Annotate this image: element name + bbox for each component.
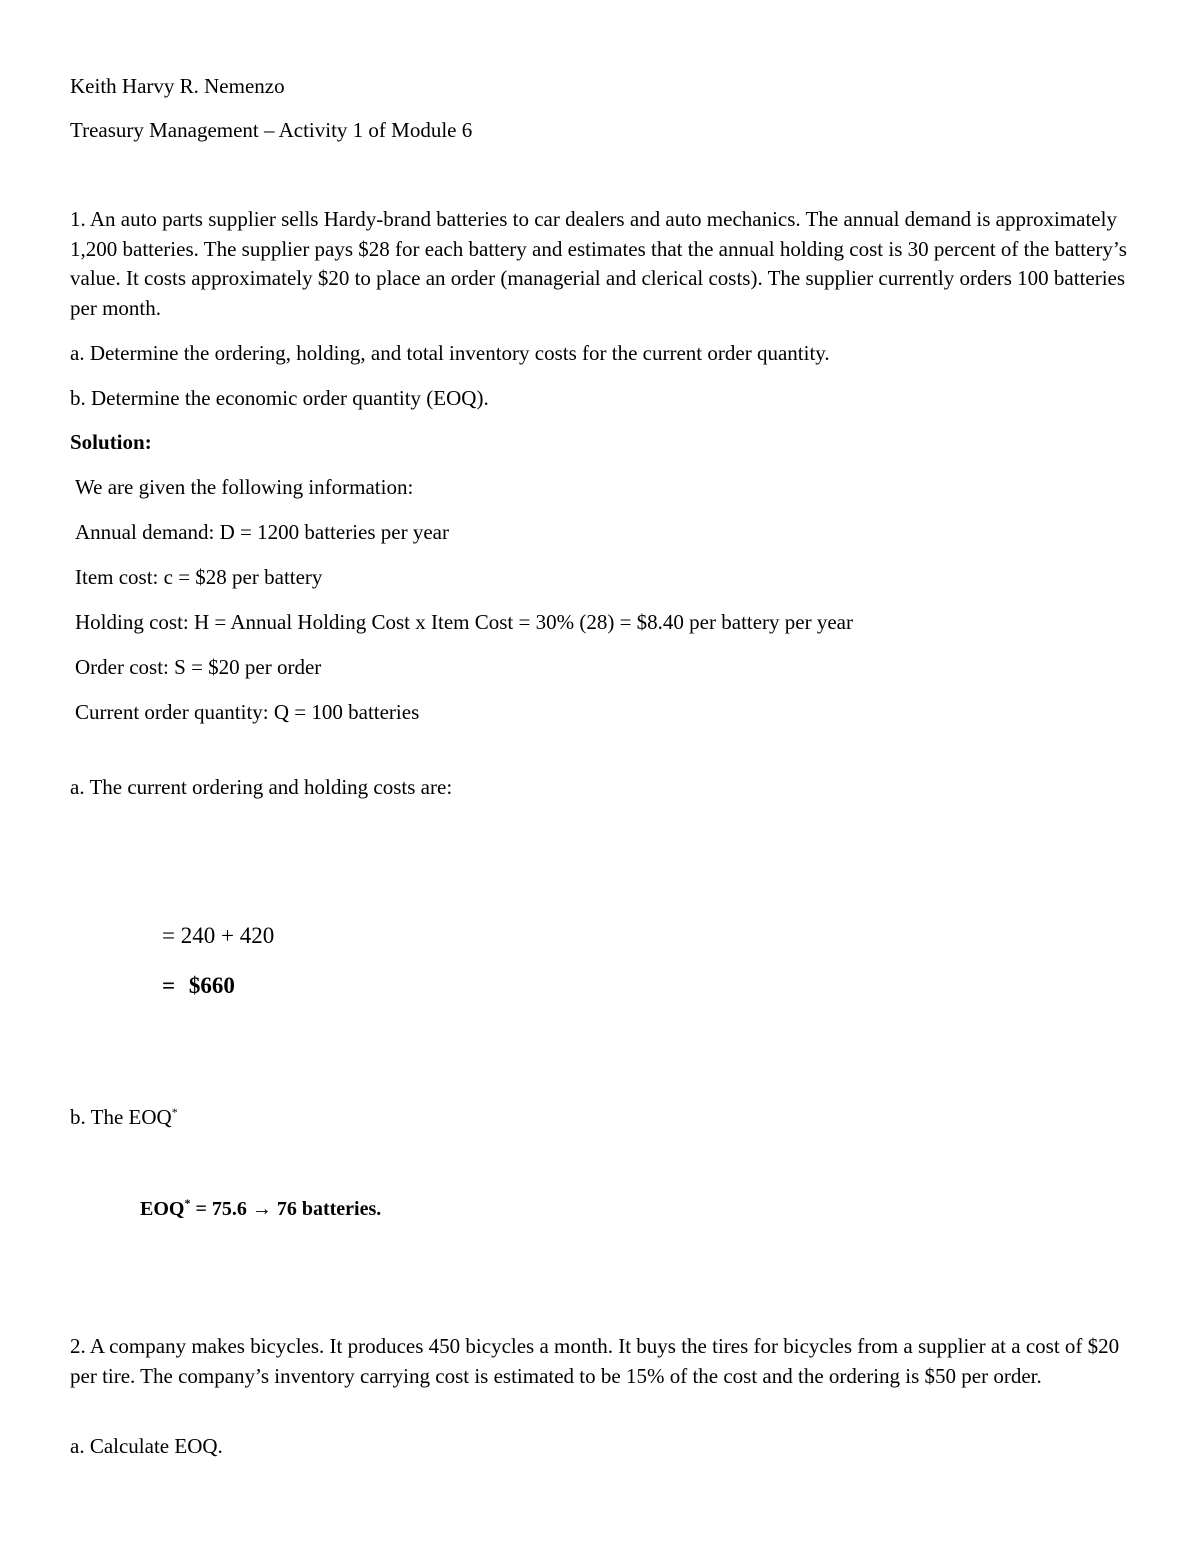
- given-order-quantity: Current order quantity: Q = 100 batteries: [75, 700, 420, 724]
- answer-a-intro: a. The current ordering and holding costs are:: [70, 775, 453, 799]
- eoq-label: EOQ: [140, 1198, 185, 1220]
- problem-1-part-b: b. Determine the economic order quantity (EOQ).: [70, 386, 489, 410]
- eoq-result: [140, 1194, 381, 1224]
- given-annual-demand: Annual demand: D = 1200 batteries per year: [75, 520, 449, 544]
- answer-b-intro-text: b. The EOQ: [70, 1105, 172, 1129]
- course-title: Treasury Management – Activity 1 of Module 6: [70, 118, 473, 142]
- answer-a-total: $660: [188, 973, 235, 998]
- answer-a-total-line: [162, 971, 235, 1001]
- solution-label: Solution:: [70, 430, 152, 454]
- given-item-cost: Item cost: c = $28 per battery: [75, 565, 323, 589]
- problem-1-part-a: a. Determine the ordering, holding, and total inventory costs for the current order quantity.: [70, 341, 830, 365]
- given-holding-cost: Holding cost: H = Annual Holding Cost x Item Cost = 30% (28) = $8.40 per battery per year: [75, 610, 853, 634]
- problem-2-statement: 2. A company makes bicycles. It produces 450 bicycles a month. It buys the tires for bicycles from a supplier at a cost of $20 per tire. The company’s inventory carrying cost is estimated to be 15% of the cost and the ordering is $50 per order.: [70, 1334, 1120, 1388]
- given-order-cost: Order cost: S = $20 per order: [75, 655, 322, 679]
- eoq-value: = 75.6 → 76 batteries.: [190, 1198, 382, 1220]
- author-name: Keith Harvy R. Nemenzo: [70, 74, 285, 98]
- problem-2-part-a: a. Calculate EOQ.: [70, 1434, 223, 1458]
- equals-sign: =: [162, 973, 176, 998]
- eoq-result-star: *: [184, 1196, 191, 1210]
- eoq-star: *: [171, 1105, 178, 1119]
- given-intro: We are given the following information:: [75, 475, 414, 499]
- answer-b-intro: [70, 1102, 178, 1132]
- problem-1-statement: 1. An auto parts supplier sells Hardy-brand batteries to car dealers and auto mechanics. The annual demand is approximately 1,200 batteries. The supplier pays $28 for each battery and estimates that the annual holding cost is 30 percent of the battery’s value. It costs approximately $20 to place an order (managerial and clerical costs). The supplier currently orders 100 batteries per month.: [70, 207, 1127, 320]
- answer-a-sum: = 240 + 420: [162, 923, 275, 948]
